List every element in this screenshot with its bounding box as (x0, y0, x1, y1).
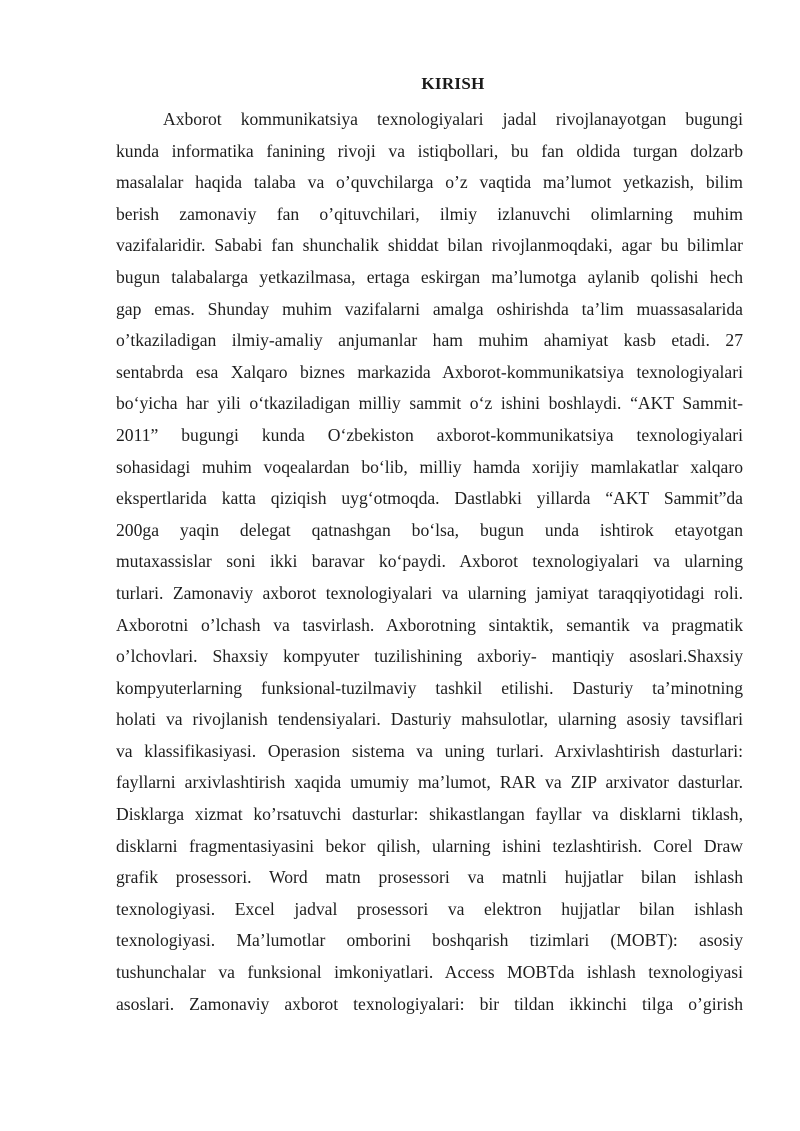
text-line: texnologiyasi. Ma’lumotlar omborini boshqarish tizimlari (MOBT): asosiy (116, 930, 743, 951)
text-line: texnologiyasi. Excel jadval prosessori va elektron hujjatlar bilan ishlash (116, 898, 743, 919)
text-line: Disklarga xizmat ko’rsatuvchi dasturlar: shikastlangan fayllar va disklarni tiklash, (116, 804, 743, 825)
text-line: gap emas. Shunday muhim vazifalarni amalga oshirishda ta’lim muassasalarida (116, 298, 743, 319)
document-body (116, 104, 743, 1020)
text-line: o’lchovlari. Shaxsiy kompyuter tuzilishining axboriy- mantiqiy asoslari.Shaxsiy (116, 646, 743, 667)
text-line: kunda informatika fanining rivoji va istiqbollari, bu fan oldida turgan dolzarb (116, 140, 743, 161)
text-line: va klassifikasiyasi. Operasion sistema va uning turlari. Arxivlashtirish dasturlari: (116, 740, 743, 761)
text-line: Axborotni o’lchash va tasvirlash. Axborotning sintaktik, semantik va pragmatik (116, 614, 743, 635)
text-line: sohasidagi muhim voqealardan bo‘lib, milliy hamda xorijiy mamlakatlar xalqaro (116, 456, 743, 477)
text-line: 200ga yaqin delegat qatnashgan bo‘lsa, bugun unda ishtirok etayotgan (116, 519, 743, 540)
text-line: bo‘yicha har yili o‘tkaziladigan milliy sammit o‘z ishini boshlaydi. “AKT Sammit- (116, 393, 743, 414)
document-title: KIRISH (421, 74, 485, 93)
text-line: sentabrda esa Xalqaro biznes markazida Axborot-kommunikatsiya texnologiyalari (116, 361, 743, 382)
text-line: 2011” bugungi kunda O‘zbekiston axborot-kommunikatsiya texnologiyalari (116, 424, 743, 445)
text-line: berish zamonaviy fan o’qituvchilari, ilmiy izlanuvchi olimlarning muhim (116, 203, 743, 224)
text-line: mutaxassislar soni ikki baravar ko‘paydi. Axborot texnologiyalari va ularning (116, 551, 743, 572)
text-line: tushunchalar va funksional imkoniyatlari. Access MOBTda ishlash texnologiyasi (116, 962, 743, 983)
text-line: Axborot kommunikatsiya texnologiyalari jadal rivojlanayotgan bugungi (163, 109, 743, 129)
text-line: ekspertlarida katta qiziqish uyg‘otmoqda. Dastlabki yillarda “AKT Sammit”da (116, 488, 743, 509)
text-line: kompyuterlarning funksional-tuzilmaviy tashkil etilishi. Dasturiy ta’minotning (116, 677, 743, 698)
text-line: turlari. Zamonaviy axborot texnologiyalari va ularning jamiyat taraqqiyotidagi roli. (116, 582, 743, 603)
text-line: disklarni fragmentasiyasini bekor qilish, ularning ishini tezlashtirish. Corel Draw (116, 835, 743, 856)
text-line: holati va rivojlanish tendensiyalari. Dasturiy mahsulotlar, ularning asosiy tavsiflari (116, 709, 743, 730)
text-line: grafik prosessori. Word matn prosessori va matnli hujjatlar bilan ishlash (116, 867, 743, 888)
text-line: o’tkaziladigan ilmiy-amaliy anjumanlar ham muhim ahamiyat kasb etadi. 27 (116, 330, 743, 351)
text-line: masalalar haqida talaba va o’quvchilarga o’z vaqtida ma’lumot yetkazish, bilim (116, 172, 743, 193)
text-line: vazifalaridir. Sababi fan shunchalik shiddat bilan rivojlanmoqdaki, agar bu bilimlar (116, 235, 743, 256)
text-line: fayllarni arxivlashtirish xaqida umumiy ma’lumot, RAR va ZIP arxivator dasturlar. (116, 772, 743, 793)
text-line: asoslari. Zamonaviy axborot texnologiyalari: bir tildan ikkinchi tilga o’girish (116, 993, 743, 1014)
text-line: bugun talabalarga yetkazilmasa, ertaga eskirgan ma’lumotga aylanib qolishi hech (116, 266, 743, 287)
